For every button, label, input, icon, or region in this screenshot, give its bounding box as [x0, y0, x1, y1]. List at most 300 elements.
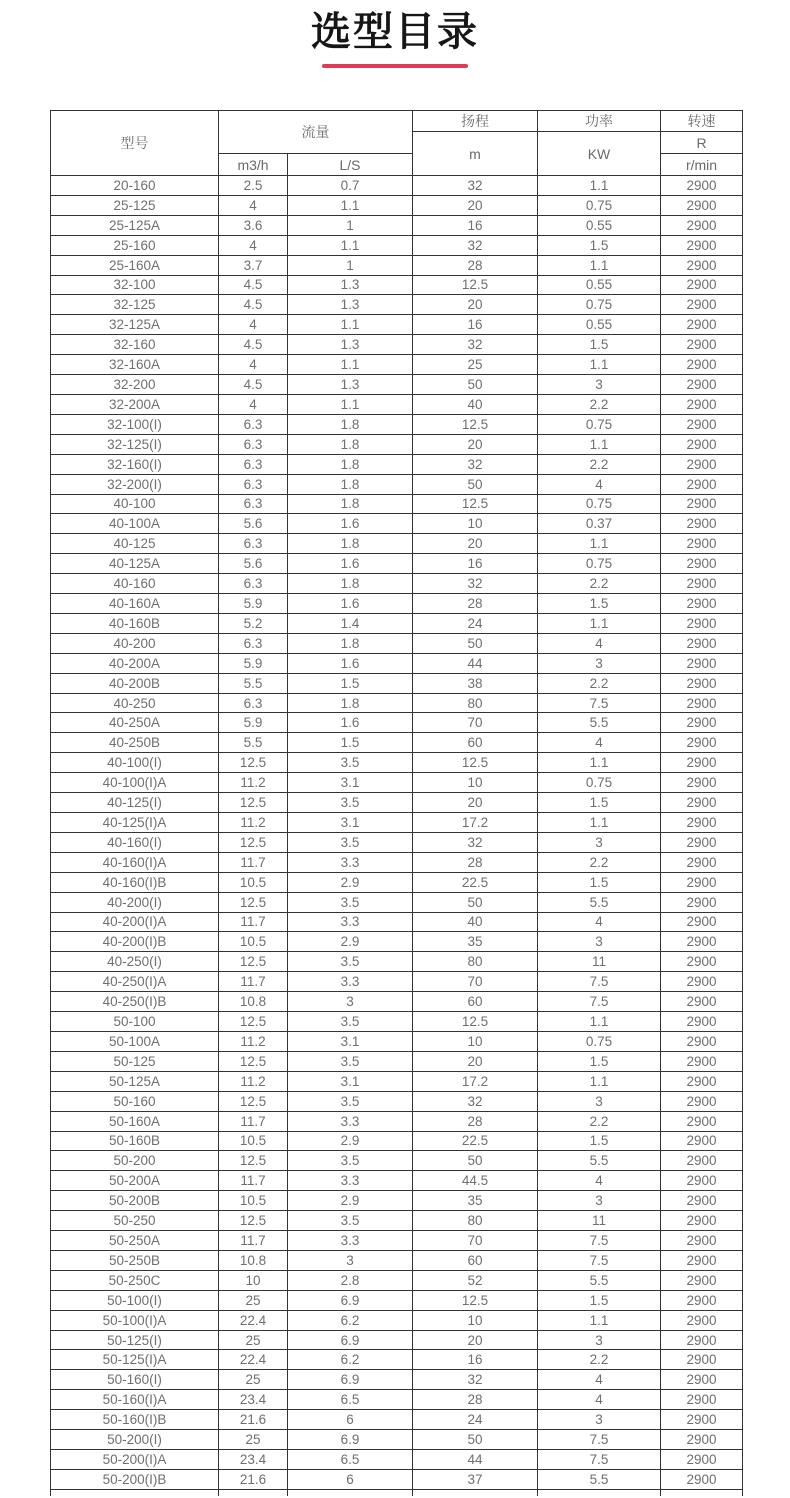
power-cell: 4: [538, 1390, 661, 1410]
table-row: [51, 1211, 743, 1231]
head-cell: 44.5: [413, 1171, 538, 1191]
header-row-1: [51, 111, 743, 132]
table-row: [51, 335, 743, 355]
model-cell: 40-125A: [51, 554, 219, 574]
flow-m3h-cell: 4: [219, 235, 288, 255]
power-cell: 3: [538, 653, 661, 673]
speed-cell: 2900: [661, 952, 743, 972]
flow-m3h-cell: 6.3: [219, 574, 288, 594]
flow-m3h-cell: 11.2: [219, 813, 288, 833]
flow-m3h-cell: 12.5: [219, 793, 288, 813]
model-cell: 50-200A: [51, 1171, 219, 1191]
model-cell: 50-160(I)B: [51, 1410, 219, 1430]
head-cell: 25: [413, 355, 538, 375]
table-row: [51, 1350, 743, 1370]
flow-ls-cell: 6.5: [288, 1450, 413, 1470]
flow-m3h-cell: 11.7: [219, 912, 288, 932]
flow-ls-cell: 1.8: [288, 534, 413, 554]
model-cell: 50-100(I): [51, 1290, 219, 1310]
table-row: [51, 992, 743, 1012]
model-cell: 50-125(I)A: [51, 1350, 219, 1370]
flow-m3h-cell: 6.3: [219, 454, 288, 474]
speed-cell: 2900: [661, 494, 743, 514]
flow-ls-cell: 1.3: [288, 335, 413, 355]
flow-m3h-cell: 10: [219, 1270, 288, 1290]
model-cell: 40-250(I)B: [51, 992, 219, 1012]
flow-ls-cell: 3.5: [288, 832, 413, 852]
power-cell: 0.55: [538, 315, 661, 335]
flow-ls-cell: 3.3: [288, 1231, 413, 1251]
power-cell: 2.2: [538, 852, 661, 872]
head-cell: 12.5: [413, 275, 538, 295]
power-cell: 1.5: [538, 872, 661, 892]
power-cell: 2.2: [538, 574, 661, 594]
head-cell: 80: [413, 952, 538, 972]
speed-cell: 2900: [661, 335, 743, 355]
header-head: 扬程: [413, 111, 538, 132]
power-cell: 0.75: [538, 295, 661, 315]
speed-cell: 2900: [661, 534, 743, 554]
speed-cell: 2900: [661, 1091, 743, 1111]
flow-m3h-cell: 10.5: [219, 932, 288, 952]
power-cell: 1.5: [538, 1131, 661, 1151]
flow-m3h-cell: 5.2: [219, 613, 288, 633]
flow-ls-cell: 1.4: [288, 613, 413, 633]
table-row: [51, 255, 743, 275]
table-row: [51, 813, 743, 833]
power-cell: 0.55: [538, 215, 661, 235]
speed-cell: 2900: [661, 594, 743, 614]
flow-ls-cell: 2.9: [288, 1191, 413, 1211]
table-row: [51, 1012, 743, 1032]
head-cell: 40: [413, 394, 538, 414]
power-cell: 3: [538, 1091, 661, 1111]
flow-ls-cell: 6: [288, 1410, 413, 1430]
flow-ls-cell: 1.1: [288, 235, 413, 255]
speed-cell: 2900: [661, 1410, 743, 1430]
flow-ls-cell: 3.5: [288, 1151, 413, 1171]
model-cell: 50-200(I): [51, 1430, 219, 1450]
speed-cell: 2900: [661, 1191, 743, 1211]
table-row: [51, 713, 743, 733]
head-cell: 20: [413, 534, 538, 554]
power-cell: 4: [538, 1171, 661, 1191]
flow-m3h-cell: 2.5: [219, 176, 288, 196]
power-cell: 1.5: [538, 793, 661, 813]
speed-cell: 2900: [661, 1370, 743, 1390]
table-row: [51, 1111, 743, 1131]
speed-cell: 2900: [661, 972, 743, 992]
model-cell: 50-160(I): [51, 1370, 219, 1390]
head-cell: [413, 1489, 538, 1496]
speed-cell: 2900: [661, 633, 743, 653]
head-cell: 20: [413, 195, 538, 215]
head-cell: 28: [413, 1390, 538, 1410]
table-row: [51, 1390, 743, 1410]
speed-cell: 2900: [661, 1051, 743, 1071]
table-row: [51, 952, 743, 972]
head-cell: 12.5: [413, 494, 538, 514]
head-cell: 20: [413, 1051, 538, 1071]
flow-m3h-cell: 11.2: [219, 773, 288, 793]
speed-cell: 2900: [661, 454, 743, 474]
flow-m3h-cell: 5.6: [219, 514, 288, 534]
power-cell: 5.5: [538, 1469, 661, 1489]
head-cell: 50: [413, 892, 538, 912]
table-row: [51, 972, 743, 992]
head-cell: 20: [413, 793, 538, 813]
flow-ls-cell: 1.3: [288, 295, 413, 315]
table-row: [51, 1171, 743, 1191]
flow-ls-cell: 1.6: [288, 713, 413, 733]
header-flow-m3h: m3/h: [219, 154, 288, 176]
flow-m3h-cell: 4: [219, 394, 288, 414]
flow-m3h-cell: 6.3: [219, 693, 288, 713]
table-row: [51, 494, 743, 514]
flow-m3h-cell: 12.5: [219, 1051, 288, 1071]
flow-m3h-cell: 12.5: [219, 1211, 288, 1231]
power-cell: 11: [538, 952, 661, 972]
model-cell: 50-100: [51, 1012, 219, 1032]
table-row: [51, 1310, 743, 1330]
power-cell: 5.5: [538, 892, 661, 912]
power-cell: 7.5: [538, 992, 661, 1012]
flow-m3h-cell: 25: [219, 1370, 288, 1390]
head-cell: 50: [413, 633, 538, 653]
head-cell: 50: [413, 474, 538, 494]
speed-cell: 2900: [661, 773, 743, 793]
power-cell: 4: [538, 912, 661, 932]
head-cell: 17.2: [413, 813, 538, 833]
flow-m3h-cell: 12.5: [219, 1012, 288, 1032]
flow-m3h-cell: 5.6: [219, 554, 288, 574]
speed-cell: 2900: [661, 394, 743, 414]
model-cell: 40-100(I)A: [51, 773, 219, 793]
power-cell: 2.2: [538, 1350, 661, 1370]
flow-m3h-cell: 4.5: [219, 275, 288, 295]
flow-m3h-cell: 12.5: [219, 753, 288, 773]
head-cell: 80: [413, 1211, 538, 1231]
flow-ls-cell: 3.3: [288, 852, 413, 872]
flow-ls-cell: 1.6: [288, 594, 413, 614]
head-cell: 16: [413, 554, 538, 574]
flow-m3h-cell: 10.5: [219, 1191, 288, 1211]
table-row: [51, 235, 743, 255]
power-cell: 2.2: [538, 1111, 661, 1131]
speed-cell: 2900: [661, 215, 743, 235]
model-cell: 50-160(I)A: [51, 1390, 219, 1410]
speed-cell: 2900: [661, 355, 743, 375]
table-row: [51, 673, 743, 693]
flow-m3h-cell: 5.9: [219, 594, 288, 614]
flow-ls-cell: 3.3: [288, 1111, 413, 1131]
table-row: [51, 872, 743, 892]
model-cell: 50-125(I): [51, 1330, 219, 1350]
head-cell: 50: [413, 1430, 538, 1450]
flow-m3h-cell: 11.7: [219, 852, 288, 872]
flow-m3h-cell: 6.3: [219, 414, 288, 434]
flow-m3h-cell: 23.4: [219, 1390, 288, 1410]
power-cell: [538, 1489, 661, 1496]
power-cell: 1.5: [538, 235, 661, 255]
table-row: [51, 1131, 743, 1151]
flow-m3h-cell: 6.3: [219, 534, 288, 554]
flow-ls-cell: 1.3: [288, 375, 413, 395]
flow-ls-cell: 3.5: [288, 793, 413, 813]
flow-ls-cell: 1: [288, 215, 413, 235]
flow-ls-cell: 3.5: [288, 952, 413, 972]
model-cell: 40-160A: [51, 594, 219, 614]
head-cell: 10: [413, 773, 538, 793]
head-cell: 16: [413, 215, 538, 235]
head-cell: 20: [413, 295, 538, 315]
flow-m3h-cell: 10.5: [219, 872, 288, 892]
flow-m3h-cell: 5.9: [219, 713, 288, 733]
model-cell: 50-160B: [51, 1131, 219, 1151]
table-row: [51, 176, 743, 196]
speed-cell: 2900: [661, 813, 743, 833]
speed-cell: 2900: [661, 1450, 743, 1470]
power-cell: 5.5: [538, 1270, 661, 1290]
power-cell: 4: [538, 1370, 661, 1390]
speed-cell: 2900: [661, 1310, 743, 1330]
table-row: [51, 912, 743, 932]
flow-m3h-cell: 3.7: [219, 255, 288, 275]
power-cell: 1.5: [538, 594, 661, 614]
flow-ls-cell: 1.8: [288, 494, 413, 514]
head-cell: 28: [413, 1111, 538, 1131]
flow-m3h-cell: 12.5: [219, 1091, 288, 1111]
flow-ls-cell: 6.2: [288, 1350, 413, 1370]
head-cell: 50: [413, 375, 538, 395]
flow-ls-cell: 3.5: [288, 1012, 413, 1032]
power-cell: 7.5: [538, 1250, 661, 1270]
speed-cell: 2900: [661, 574, 743, 594]
head-cell: 28: [413, 852, 538, 872]
power-cell: 3: [538, 832, 661, 852]
flow-ls-cell: 3.5: [288, 753, 413, 773]
power-cell: 1.1: [538, 176, 661, 196]
flow-ls-cell: 6.9: [288, 1430, 413, 1450]
flow-m3h-cell: 23.4: [219, 1450, 288, 1470]
flow-ls-cell: [288, 1489, 413, 1496]
flow-ls-cell: 3.5: [288, 1091, 413, 1111]
model-cell: 32-125: [51, 295, 219, 315]
model-cell: 50-250: [51, 1211, 219, 1231]
table-row: [51, 1430, 743, 1450]
flow-m3h-cell: 4: [219, 315, 288, 335]
speed-cell: 2900: [661, 1231, 743, 1251]
head-cell: 28: [413, 594, 538, 614]
power-cell: 5.5: [538, 1151, 661, 1171]
table-row: [51, 454, 743, 474]
head-cell: 70: [413, 713, 538, 733]
model-cell: 32-160A: [51, 355, 219, 375]
table-row: [51, 1071, 743, 1091]
table-row: [51, 1250, 743, 1270]
speed-cell: 2900: [661, 375, 743, 395]
flow-m3h-cell: 5.5: [219, 673, 288, 693]
table-row: [51, 1151, 743, 1171]
speed-cell: 2900: [661, 872, 743, 892]
table-row: [51, 1370, 743, 1390]
head-cell: 44: [413, 1450, 538, 1470]
speed-cell: 2900: [661, 912, 743, 932]
speed-cell: 2900: [661, 414, 743, 434]
model-cell: 50-200(I)B: [51, 1469, 219, 1489]
model-cell: 50-200(I)A: [51, 1450, 219, 1470]
head-cell: 12.5: [413, 1012, 538, 1032]
flow-m3h-cell: 11.2: [219, 1071, 288, 1091]
power-cell: 4: [538, 633, 661, 653]
flow-ls-cell: 6.5: [288, 1390, 413, 1410]
model-cell: 40-200(I)A: [51, 912, 219, 932]
table-row: [51, 932, 743, 952]
head-cell: 37: [413, 1469, 538, 1489]
table-row: [51, 1410, 743, 1430]
flow-ls-cell: 3.5: [288, 1051, 413, 1071]
header-model: 型号: [51, 111, 219, 176]
power-cell: 1.1: [538, 813, 661, 833]
flow-ls-cell: 6.9: [288, 1370, 413, 1390]
flow-ls-cell: 1.8: [288, 414, 413, 434]
model-cell: 50-200B: [51, 1191, 219, 1211]
power-cell: 7.5: [538, 1231, 661, 1251]
power-cell: 0.75: [538, 1031, 661, 1051]
power-cell: 3: [538, 932, 661, 952]
flow-m3h-cell: 5.9: [219, 653, 288, 673]
power-cell: 1.1: [538, 613, 661, 633]
model-cell: 32-125(I): [51, 434, 219, 454]
head-cell: 22.5: [413, 1131, 538, 1151]
flow-m3h-cell: 6.3: [219, 474, 288, 494]
flow-m3h-cell: 25: [219, 1290, 288, 1310]
power-cell: 1.1: [538, 434, 661, 454]
title-underline: [322, 64, 468, 68]
power-cell: 11: [538, 1211, 661, 1231]
head-cell: 20: [413, 434, 538, 454]
power-cell: 1.1: [538, 1071, 661, 1091]
speed-cell: 2900: [661, 514, 743, 534]
head-cell: 32: [413, 574, 538, 594]
speed-cell: 2900: [661, 1012, 743, 1032]
model-cell: 32-125A: [51, 315, 219, 335]
head-cell: 24: [413, 613, 538, 633]
table-row: [51, 295, 743, 315]
header-flow: 流量: [219, 111, 413, 154]
header-power: 功率: [538, 111, 661, 132]
flow-ls-cell: 1: [288, 255, 413, 275]
table-row: [51, 1290, 743, 1310]
table-row: [51, 733, 743, 753]
model-cell: 20-160: [51, 176, 219, 196]
model-cell: 40-250(I): [51, 952, 219, 972]
flow-m3h-cell: 25: [219, 1430, 288, 1450]
flow-ls-cell: 1.1: [288, 315, 413, 335]
speed-cell: 2900: [661, 1250, 743, 1270]
power-cell: 4: [538, 733, 661, 753]
power-cell: 2.2: [538, 394, 661, 414]
table-row: [51, 852, 743, 872]
table-row: [51, 1270, 743, 1290]
table-row: [51, 355, 743, 375]
flow-m3h-cell: 5.5: [219, 733, 288, 753]
table-row: [51, 1231, 743, 1251]
table-row: [51, 574, 743, 594]
speed-cell: 2900: [661, 733, 743, 753]
head-cell: 60: [413, 733, 538, 753]
model-cell: 32-200A: [51, 394, 219, 414]
power-cell: 1.5: [538, 335, 661, 355]
model-cell: 25-125: [51, 195, 219, 215]
speed-cell: 2900: [661, 474, 743, 494]
head-cell: 24: [413, 1410, 538, 1430]
flow-ls-cell: 2.9: [288, 1131, 413, 1151]
flow-m3h-cell: 21.6: [219, 1469, 288, 1489]
table-row: [51, 554, 743, 574]
selection-table: [50, 110, 743, 1496]
table-row: [51, 1091, 743, 1111]
power-cell: 4: [538, 474, 661, 494]
flow-ls-cell: 1.8: [288, 633, 413, 653]
speed-cell: 2900: [661, 892, 743, 912]
head-cell: 44: [413, 653, 538, 673]
speed-cell: 2900: [661, 195, 743, 215]
table-row: [51, 394, 743, 414]
head-cell: 32: [413, 235, 538, 255]
model-cell: 50-250B: [51, 1250, 219, 1270]
model-cell: 40-125(I)A: [51, 813, 219, 833]
head-cell: 12.5: [413, 414, 538, 434]
head-cell: 32: [413, 454, 538, 474]
head-cell: 60: [413, 992, 538, 1012]
head-cell: 20: [413, 1330, 538, 1350]
flow-ls-cell: 3.1: [288, 1071, 413, 1091]
speed-cell: 2900: [661, 1031, 743, 1051]
speed-cell: 2900: [661, 932, 743, 952]
table-row: [51, 793, 743, 813]
flow-m3h-cell: 11.2: [219, 1031, 288, 1051]
power-cell: 1.1: [538, 534, 661, 554]
flow-m3h-cell: 22.4: [219, 1310, 288, 1330]
flow-ls-cell: 1.8: [288, 434, 413, 454]
model-cell: 40-160: [51, 574, 219, 594]
table-row: [51, 474, 743, 494]
flow-m3h-cell: 12.5: [219, 832, 288, 852]
head-cell: 12.5: [413, 753, 538, 773]
power-cell: 7.5: [538, 1450, 661, 1470]
speed-cell: 2900: [661, 1290, 743, 1310]
power-cell: 3: [538, 1410, 661, 1430]
flow-ls-cell: 3.1: [288, 1031, 413, 1051]
power-cell: 1.1: [538, 255, 661, 275]
model-cell: 50-125A: [51, 1071, 219, 1091]
flow-ls-cell: 1.1: [288, 394, 413, 414]
table-row: [51, 434, 743, 454]
power-cell: 0.55: [538, 275, 661, 295]
power-cell: 0.37: [538, 514, 661, 534]
speed-cell: 2900: [661, 554, 743, 574]
table-row: [51, 594, 743, 614]
power-cell: 1.1: [538, 355, 661, 375]
flow-m3h-cell: 21.6: [219, 1410, 288, 1430]
model-cell: 40-250B: [51, 733, 219, 753]
speed-cell: 2900: [661, 295, 743, 315]
table-row: [51, 375, 743, 395]
head-cell: 32: [413, 832, 538, 852]
model-cell: [51, 1489, 219, 1496]
head-cell: 16: [413, 315, 538, 335]
